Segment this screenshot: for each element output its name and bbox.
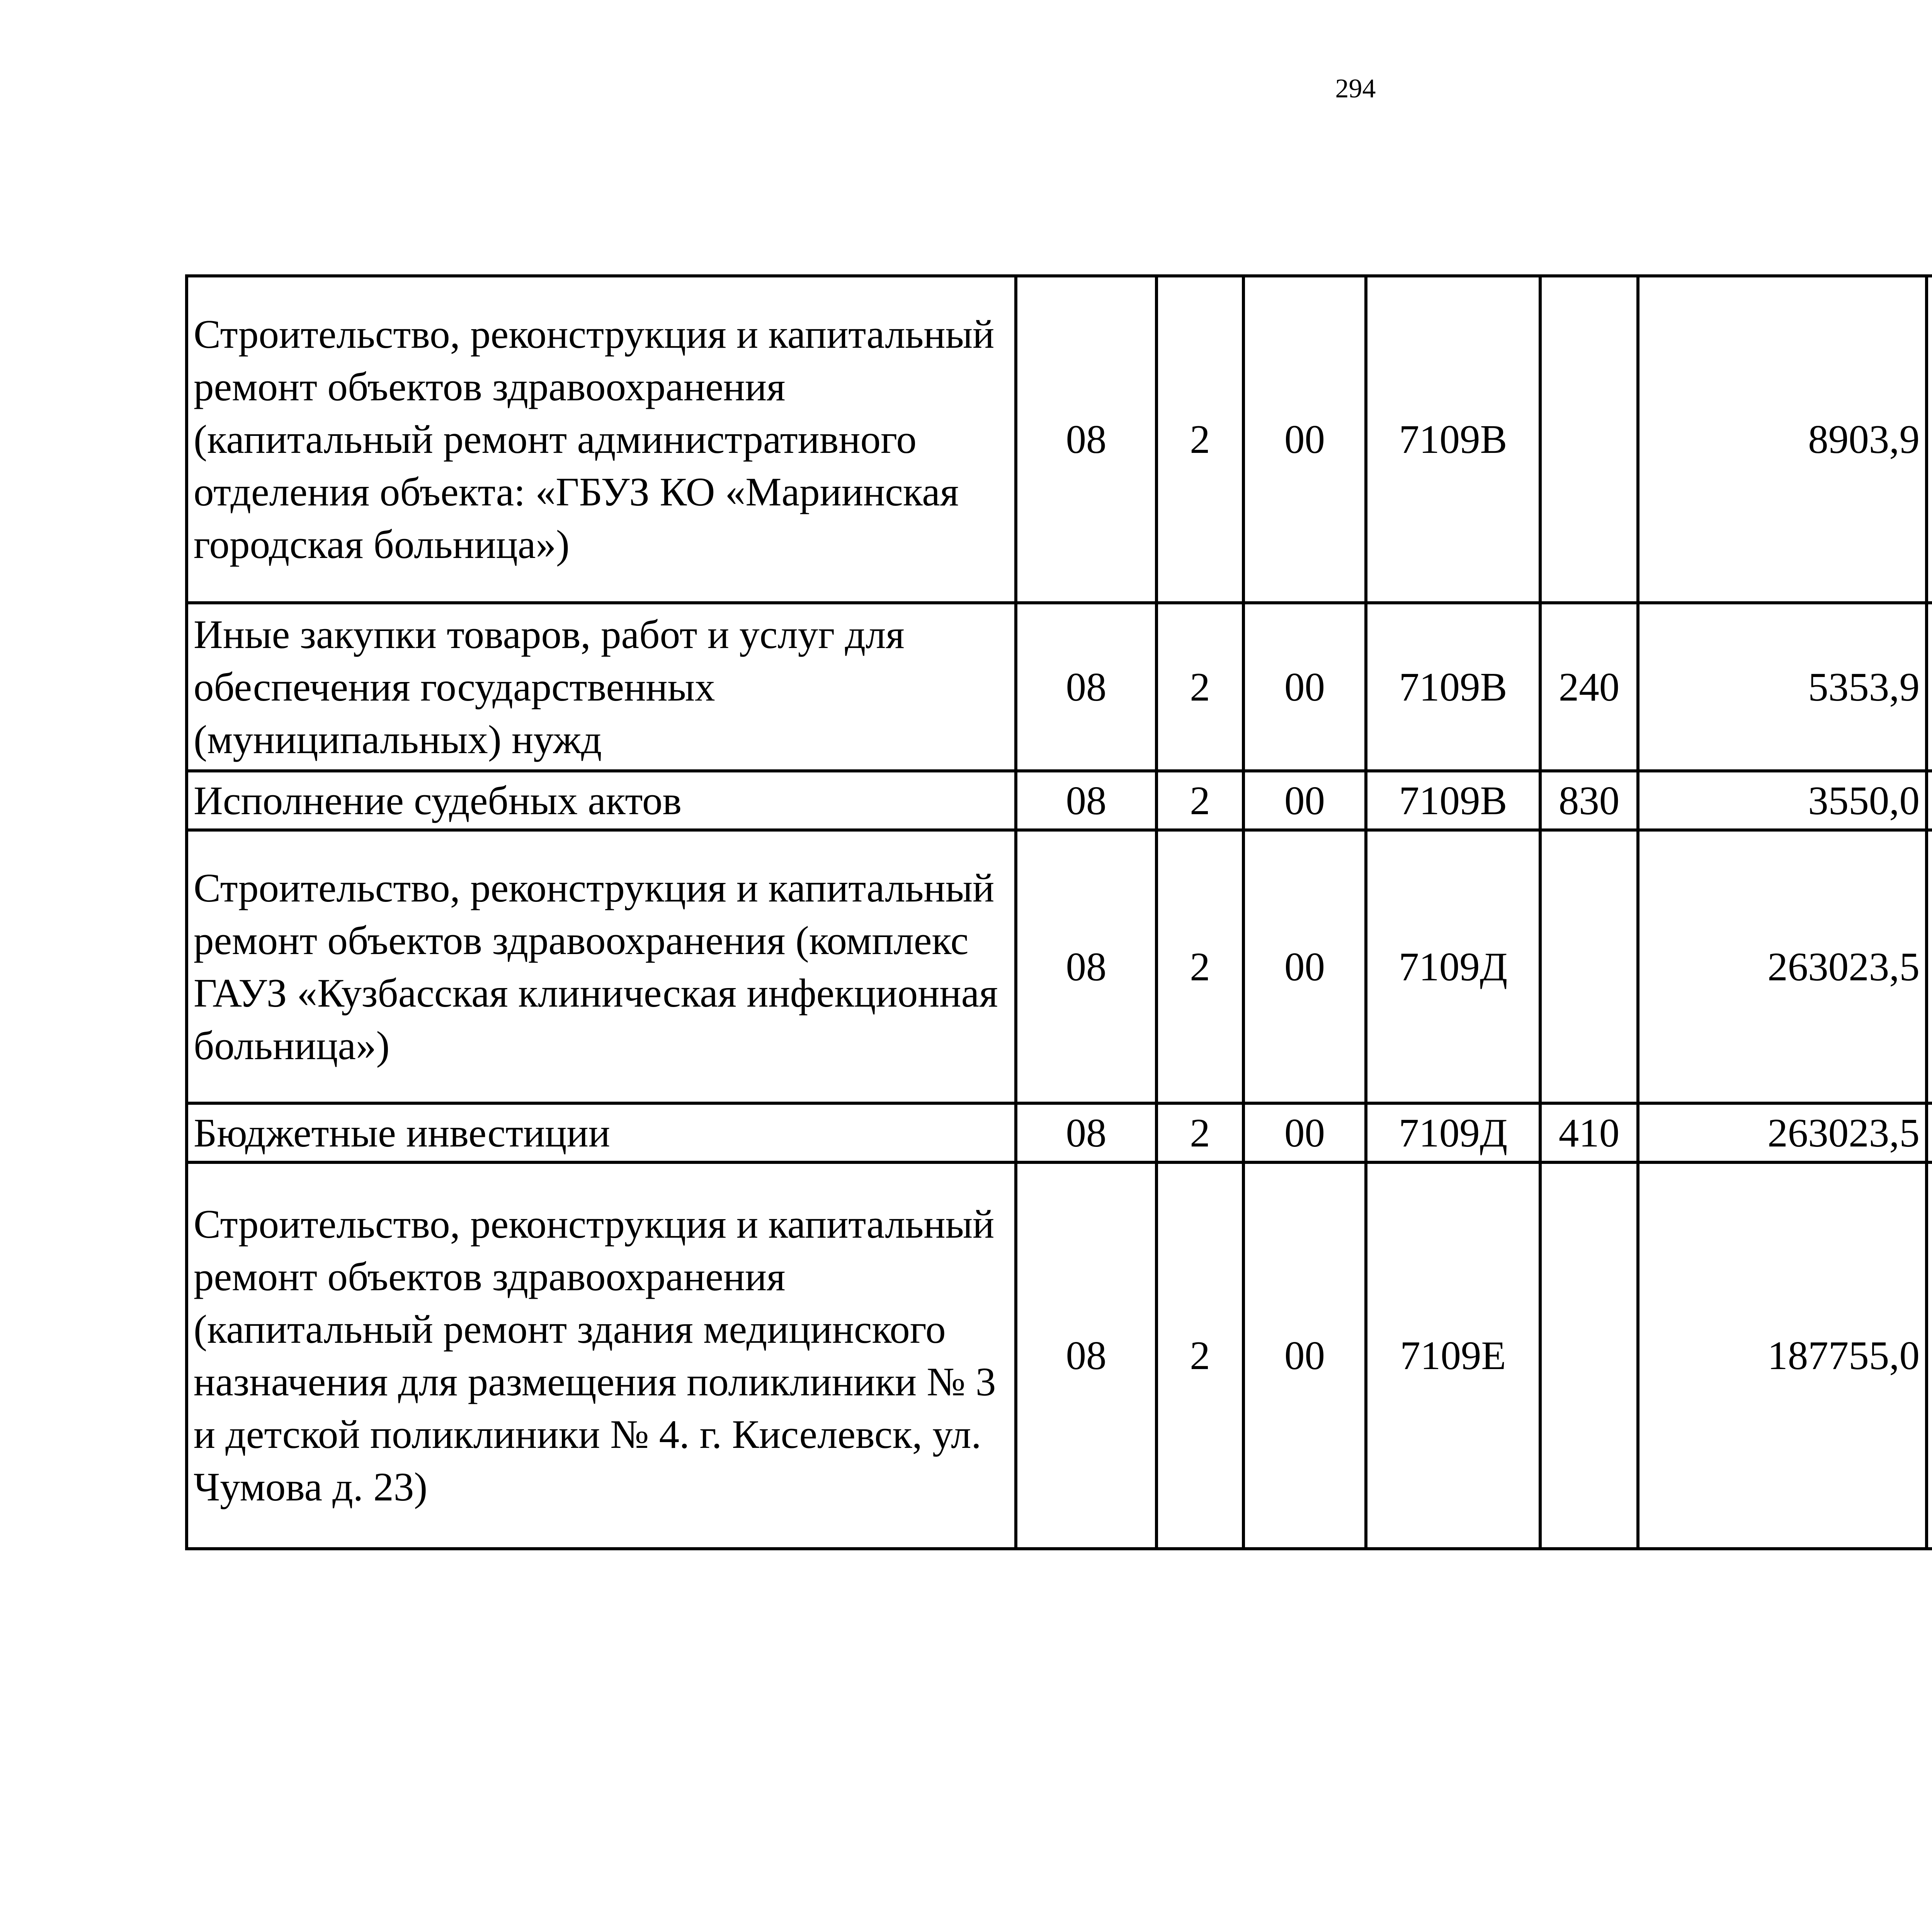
table-row: [187, 276, 1932, 603]
subprogram-cell: 00: [1243, 276, 1366, 603]
table-row: [187, 1162, 1932, 1549]
target-code-cell: 7109В: [1366, 276, 1540, 603]
expense-type-cell: 410: [1540, 1103, 1638, 1162]
target-code-cell: 7109В: [1366, 603, 1540, 771]
budget-table: [185, 274, 1932, 1550]
sum-year2-cell: [1927, 276, 1932, 603]
row-name-cell: Бюджетные инвестиции: [187, 1103, 1016, 1162]
section-cell: 08: [1016, 830, 1156, 1103]
expense-type-cell: [1540, 830, 1638, 1103]
sum-year1-cell: 263023,5: [1638, 830, 1927, 1103]
section-cell: 08: [1016, 771, 1156, 830]
program-cell: 2: [1156, 830, 1243, 1103]
program-cell: 2: [1156, 1103, 1243, 1162]
sum-year2-cell: [1927, 830, 1932, 1103]
table-row: [187, 603, 1932, 771]
row-name-cell: Исполнение судебных актов: [187, 771, 1016, 830]
target-code-cell: 7109Е: [1366, 1162, 1540, 1549]
row-name-cell: Строительство, реконструкция и капитальный ремонт объектов здравоохранения (капитальный ремонт здания медицинского назначения для размещения поликлиники № 3 и детской поликлиники № 4. г. Киселевск, ул. Чумова д. 23): [187, 1162, 1016, 1549]
target-code-cell: 7109В: [1366, 771, 1540, 830]
section-cell: 08: [1016, 276, 1156, 603]
expense-type-cell: [1540, 1162, 1638, 1549]
sum-year2-cell: [1927, 1103, 1932, 1162]
program-cell: 2: [1156, 1162, 1243, 1549]
sum-year1-cell: 5353,9: [1638, 603, 1927, 771]
sum-year2-cell: [1927, 771, 1932, 830]
program-cell: 2: [1156, 276, 1243, 603]
expense-type-cell: 830: [1540, 771, 1638, 830]
section-cell: 08: [1016, 1103, 1156, 1162]
table-row: [187, 771, 1932, 830]
sum-year2-cell: [1927, 603, 1932, 771]
row-name-cell: Строительство, реконструкция и капитальный ремонт объектов здравоохранения (капитальный ремонт административного отделения объекта: «ГБУЗ КО «Мариинская городская больница»): [187, 276, 1016, 603]
row-name-cell: Иные закупки товаров, работ и услуг для обеспечения государственных (муниципальных) нужд: [187, 603, 1016, 771]
sum-year2-cell: [1927, 1162, 1932, 1549]
sum-year1-cell: 263023,5: [1638, 1103, 1927, 1162]
expense-type-cell: 240: [1540, 603, 1638, 771]
target-code-cell: 7109Д: [1366, 830, 1540, 1103]
subprogram-cell: 00: [1243, 830, 1366, 1103]
sum-year1-cell: 187755,0: [1638, 1162, 1927, 1549]
section-cell: 08: [1016, 1162, 1156, 1549]
table-row: [187, 830, 1932, 1103]
subprogram-cell: 00: [1243, 1162, 1366, 1549]
section-cell: 08: [1016, 603, 1156, 771]
target-code-cell: 7109Д: [1366, 1103, 1540, 1162]
subprogram-cell: 00: [1243, 771, 1366, 830]
subprogram-cell: 00: [1243, 603, 1366, 771]
program-cell: 2: [1156, 771, 1243, 830]
row-name-cell: Строительство, реконструкция и капитальный ремонт объектов здравоохранения (комплекс ГАУЗ «Кузбасская клиническая инфекционная больница»): [187, 830, 1016, 1103]
table-row: [187, 1103, 1932, 1162]
sum-year1-cell: 3550,0: [1638, 771, 1927, 830]
program-cell: 2: [1156, 603, 1243, 771]
sum-year1-cell: 8903,9: [1638, 276, 1927, 603]
expense-type-cell: [1540, 276, 1638, 603]
page-number: 294: [1335, 74, 1376, 104]
subprogram-cell: 00: [1243, 1103, 1366, 1162]
